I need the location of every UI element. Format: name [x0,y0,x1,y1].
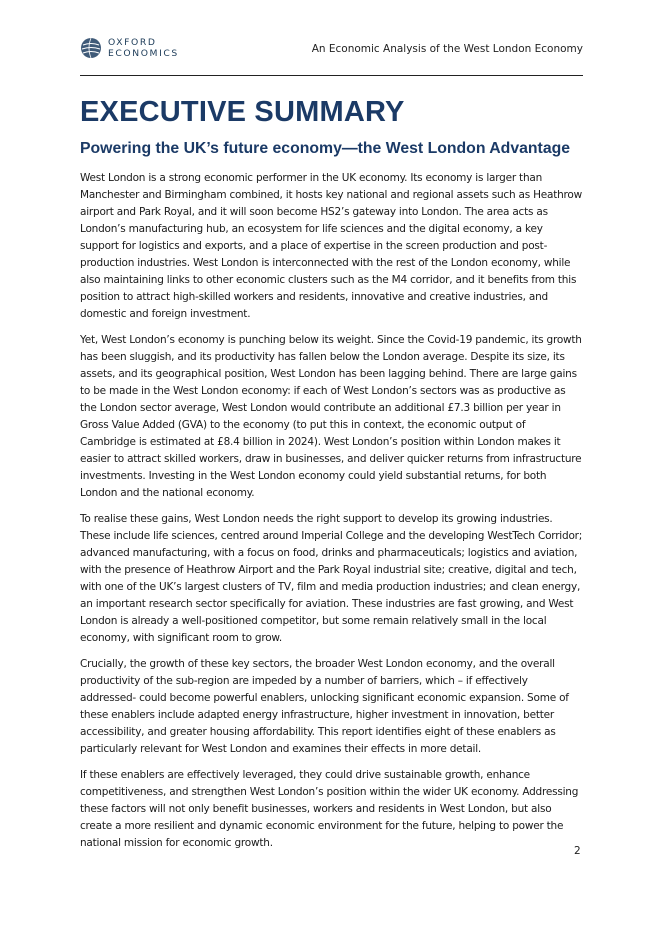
paragraph: Crucially, the growth of these key sectors, the broader West London economy, and the overall productivity of the sub-region are impeded by a number of barriers, which – if effectively addressed- could become powerful enablers, unlocking significant economic expansion. Some of these enablers include adapted energy infrastructure, higher investment in innovation, better accessibility, and greater housing affordability. This report identifies eight of these enablers as particularly relevant for West London and examines their effects in more detail. [80,658,569,755]
document-title: An Economic Analysis of the West London Economy [311,43,583,55]
page-number: 2 [574,845,581,857]
paragraph: If these enablers are effectively leveraged, they could drive sustainable growth, enhance competitiveness, and strengthen West London’s position within the wider UK economy. Addressing these factors will not only benefit businesses, workers and residents in West London, but also create a more resilient and dynamic economic environment for the future, helping to power the national mission for economic growth. [80,769,579,849]
paragraph: Yet, West London’s economy is punching below its weight. Since the Covid-19 pandemic, its growth has been sluggish, and its productivity has fallen below the London average. Despite its size, its assets, and its geographical position, West London has been lagging behind. There are large gains to be made in the West London economy: if each of West London’s sectors was as productive as the London sector average, West London would contribute an additional £7.3 billion per year in Gross Value Added (GVA) to the economy (to put this in context, the economic output of Cambridge is estimated at £8.4 billion in 2024). West London’s position within London makes it easier to attract skilled workers, draw in businesses, and deliver quicker returns from infrastructure investments. Investing in the West London economy could yield substantial returns, for both London and the national economy. [80,334,582,499]
logo-wordmark [108,37,179,59]
body-text [80,170,583,861]
paragraph: To realise these gains, West London needs the right support to develop its growing industries. These include life sciences, centred around Imperial College and the developing WestTech Corridor; advanced manufacturing, with a focus on food, drinks and pharmaceuticals; logistics and aviation, with the presence of Heathrow Airport and the Park Royal industrial site; creative, digital and tech, with one of the UK’s largest clusters of TV, film and media production industries; and clean energy, an important research sector specifically for aviation. These industries are fast growing, and West London is already a well-positioned competitor, but some remain relatively small in the local economy, with significant room to grow. [80,513,583,644]
page-header [80,36,583,76]
page-title: EXECUTIVE SUMMARY [80,96,405,128]
logo-line-2: ECONOMICS [108,48,179,59]
logo-line-1: OXFORD [108,37,157,48]
globe-icon [80,37,102,59]
paragraph: West London is a strong economic performer in the UK economy. Its economy is larger than Manchester and Birmingham combined, it hosts key national and regional assets such as Heathrow airport and Park Royal, and it will soon become HS2’s gateway into London. The area acts as London’s manufacturing hub, an ecosystem for life sciences and the digital economy, a key support for logistics and exports, and a place of expertise in the screen production and post-production industries. West London is interconnected with the rest of the London economy, while also maintaining links to other economic clusters such as the M4 corridor, and it benefits from this position to attract high-skilled workers and residents, innovative and creative industries, and domestic and foreign investment. [80,172,582,320]
section-subtitle: Powering the UK’s future economy—the West London Advantage [80,140,571,157]
oxford-economics-logo [80,36,180,64]
